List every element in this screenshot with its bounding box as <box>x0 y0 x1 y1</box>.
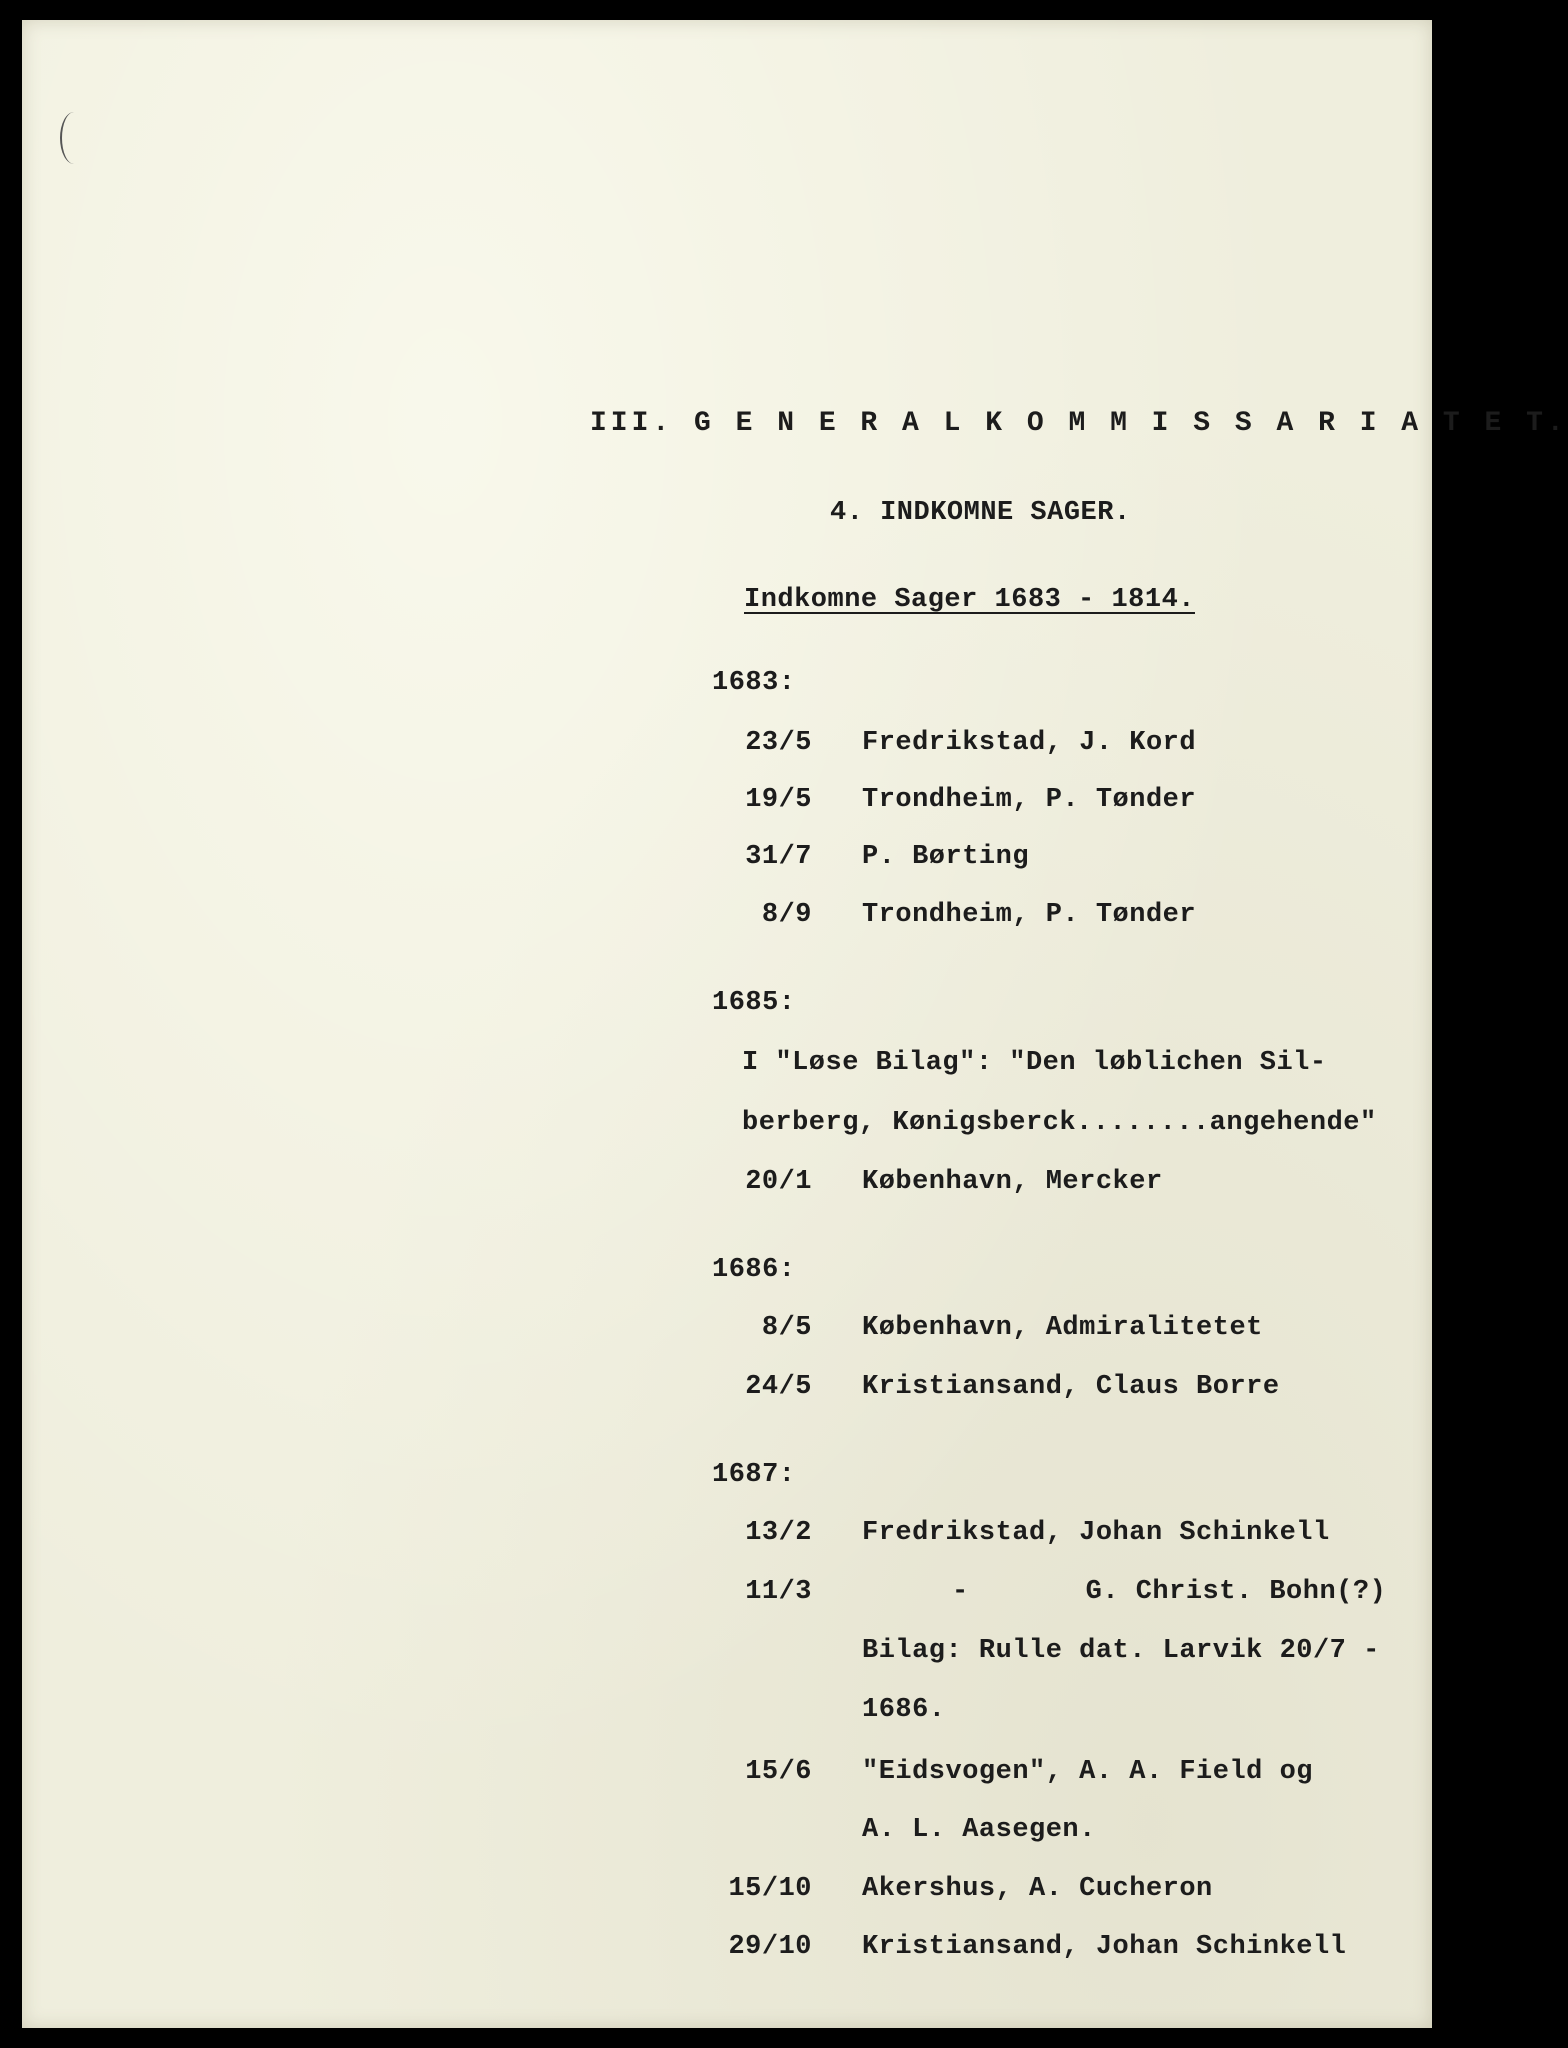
entry-date: 8/5 <box>761 1313 812 1343</box>
year-heading: 1687: <box>712 1460 796 1490</box>
entry-date: 20/1 <box>745 1167 812 1197</box>
entry-text: Kristiansand, Claus Borre <box>862 1372 1280 1402</box>
entry-date: 29/10 <box>728 1932 812 1962</box>
entry-text: A. L. Aasegen. <box>862 1815 1096 1845</box>
entry-date: 15/10 <box>728 1874 812 1904</box>
year-heading: 1683: <box>712 668 796 698</box>
margin-mark <box>60 112 88 164</box>
entry-text: Fredrikstad, J. Kord <box>862 728 1197 758</box>
entry-text: Kristiansand, Johan Schinkell <box>862 1932 1347 1962</box>
note-line: berberg, Kønigsberck........angehende" <box>742 1108 1377 1138</box>
entry-text: Trondheim, P. Tønder <box>862 900 1197 930</box>
entry-date: 13/2 <box>745 1518 812 1548</box>
entry-text: - G. Christ. Bohn(?) <box>952 1577 1387 1607</box>
entry-date: 15/6 <box>745 1757 812 1787</box>
entry-text: 1686. <box>862 1695 946 1725</box>
entry-date: 11/3 <box>745 1577 812 1607</box>
entry-date: 31/7 <box>745 842 812 872</box>
entry-date: 24/5 <box>745 1372 812 1402</box>
entry-text: Fredrikstad, Johan Schinkell <box>862 1518 1330 1548</box>
entry-text: København, Mercker <box>862 1167 1163 1197</box>
year-heading: 1685: <box>712 988 796 1018</box>
entry-text: Trondheim, P. Tønder <box>862 785 1197 815</box>
entry-text: P. Børting <box>862 842 1030 872</box>
entry-date: 8/9 <box>761 900 812 930</box>
entry-text: "Eidsvogen", A. A. Field og <box>862 1757 1313 1787</box>
subsection-heading: 4. INDKOMNE SAGER. <box>830 498 1131 528</box>
entry-text: København, Admiralitetet <box>862 1313 1263 1343</box>
document-page <box>22 20 1568 2028</box>
section-heading: III. G E N E R A L K O M M I S S A R I A T E T. <box>590 408 1568 439</box>
entry-date: 23/5 <box>745 728 812 758</box>
entry-date: 19/5 <box>745 785 812 815</box>
entry-text: Akershus, A. Cucheron <box>862 1874 1213 1904</box>
document-title: Indkomne Sager 1683 - 1814. <box>744 585 1195 615</box>
entry-text: Bilag: Rulle dat. Larvik 20/7 - <box>862 1636 1380 1666</box>
note-line: I "Løse Bilag": "Den løblichen Sil- <box>742 1048 1327 1078</box>
year-heading: 1686: <box>712 1255 796 1285</box>
